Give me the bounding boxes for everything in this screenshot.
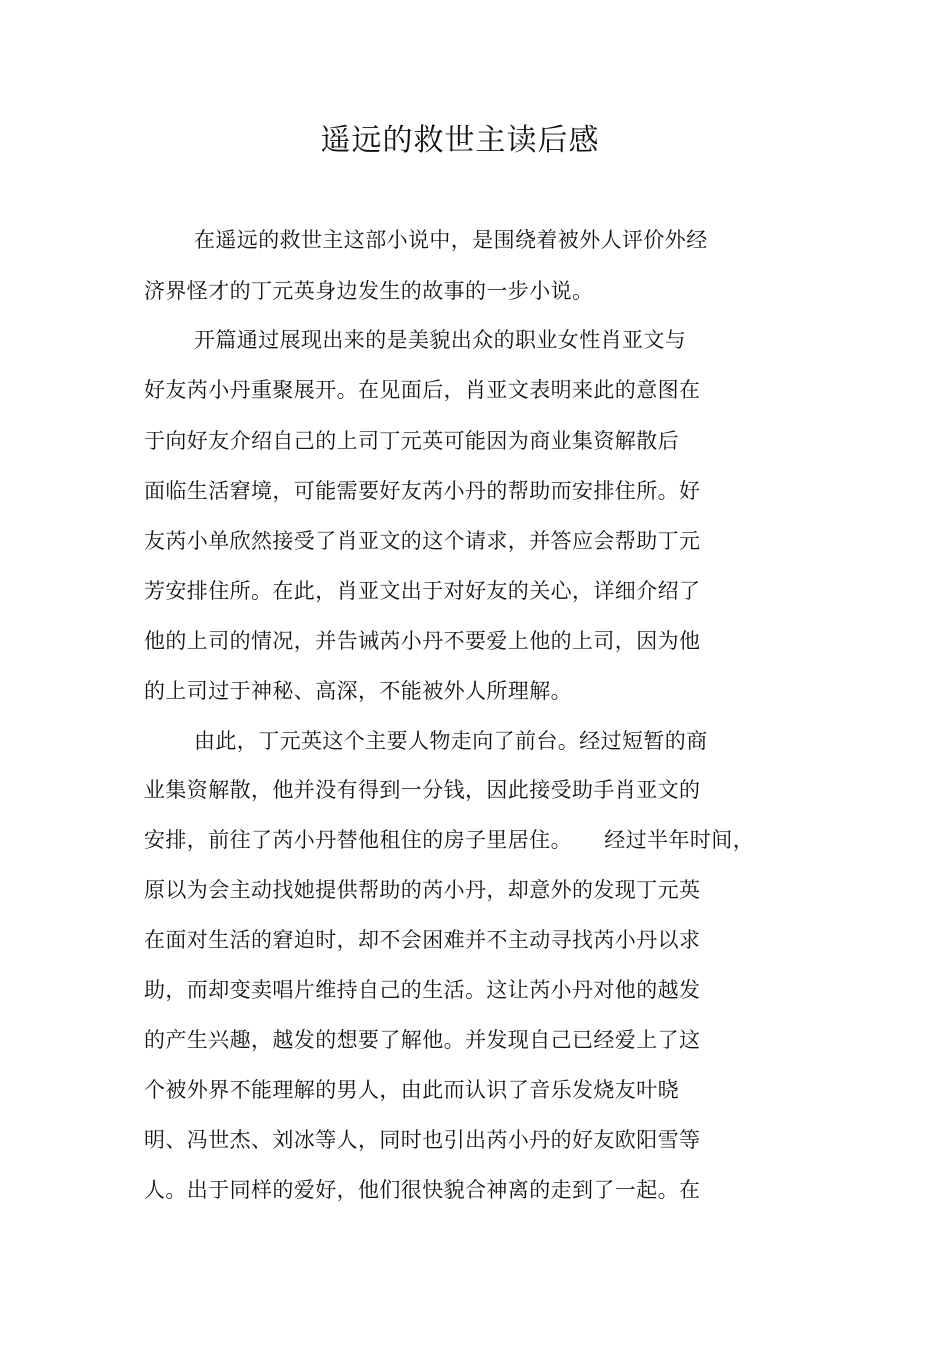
paragraph-3-line-3: 安排，前往了芮小丹替他租住的房子里居住。 经过半年时间， (144, 828, 755, 852)
paragraph-3-line-8: 个被外界不能理解的男人，由此而认识了音乐发烧友叶晓 (144, 1078, 679, 1102)
paragraph-1-line-1: 在遥远的救世主这部小说中，是围绕着被外人评价外经 (194, 228, 708, 252)
paragraph-3-line-9: 明、冯世杰、刘冰等人，同时也引出芮小丹的好友欧阳雪等 (144, 1128, 701, 1152)
paragraph-2-line-1: 开篇通过展现出来的是美貌出众的职业女性肖亚文与 (194, 328, 687, 352)
paragraph-3-line-7: 的产生兴趣，越发的想要了解他。并发现自己已经爱上了这 (144, 1028, 701, 1052)
paragraph-3-line-6: 助，而却变卖唱片维持自己的生活。这让芮小丹对他的越发 (144, 978, 701, 1002)
paragraph-3-line-1: 由此，丁元英这个主要人物走向了前台。经过短暂的商 (194, 729, 708, 753)
paragraph-1-line-2: 济界怪才的丁元英身边发生的故事的一步小说。 (144, 279, 594, 303)
paragraph-2-line-4: 面临生活窘境，可能需要好友芮小丹的帮助而安排住所。好 (144, 479, 701, 503)
paragraph-3-line-2: 业集资解散，他并没有得到一分钱，因此接受助手肖亚文的 (144, 778, 701, 802)
paragraph-2-line-5: 友芮小单欣然接受了肖亚文的这个请求，并答应会帮助丁元 (144, 529, 701, 553)
paragraph-3-line-5: 在面对生活的窘迫时，却不会困难并不主动寻找芮小丹以求 (144, 928, 701, 952)
paragraph-2-line-8: 的上司过于神秘、高深，不能被外人所理解。 (144, 679, 572, 703)
paragraph-2-line-3: 于向好友介绍自己的上司丁元英可能因为商业集资解散后 (144, 429, 679, 453)
paragraph-3-line-4: 原以为会主动找她提供帮助的芮小丹，却意外的发现丁元英 (144, 878, 701, 902)
paragraph-2-line-7: 他的上司的情况，并告诫芮小丹不要爱上他的上司，因为他 (144, 629, 701, 653)
paragraph-3-line-10: 人。出于同样的爱好，他们很快貌合神离的走到了一起。在 (144, 1178, 701, 1202)
paragraph-2-line-6: 芳安排住所。在此，肖亚文出于对好友的关心，详细介绍了 (144, 579, 701, 603)
paragraph-2-line-2: 好友芮小丹重聚展开。在见面后，肖亚文表明来此的意图在 (144, 378, 701, 402)
document-title: 遥远的救世主读后感 (320, 123, 600, 158)
